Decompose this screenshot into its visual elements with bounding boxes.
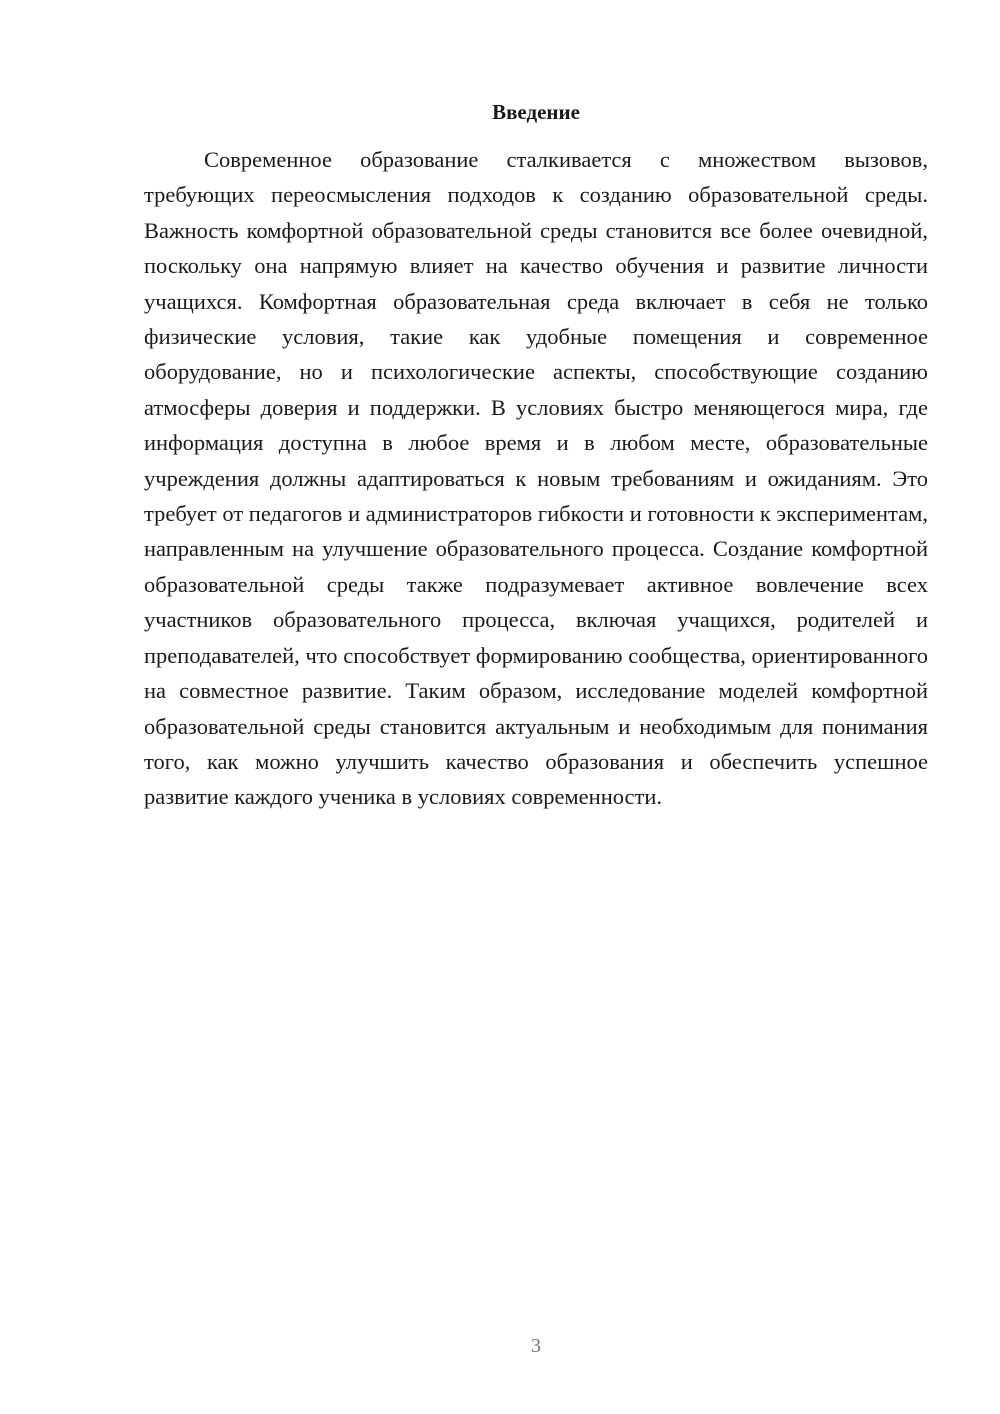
- section-heading: Введение: [492, 100, 580, 124]
- body-text: [144, 142, 928, 815]
- page-number: 3: [531, 1335, 541, 1357]
- paragraph: Современное образование сталкивается с множеством вызовов, требующих переосмысления подходов к созданию образовательной среды. Важность комфортной образовательной среды становится все более очевидной, поскольку она напрямую влияет на качество обучения и развитие личности учащихся. Комфортная образовательная среда включает в себя не только физические условия, такие как удобные помещения и современное оборудование, но и психологические аспекты, способствующие созданию атмосферы доверия и поддержки. В условиях быстро меняющегося мира, где информация доступна в любое время и в любом месте, образовательные учреждения должны адаптироваться к новым требованиям и ожиданиям. Это требует от педагогов и администраторов гибкости и готовности к экспериментам, направленным на улучшение образовательного процесса. Создание комфортной образовательной среды также подразумевает активное вовлечение всех участников образовательного процесса, включая учащихся, родителей и преподавателей, что способствует формированию сообщества, ориентированного на совместное развитие. Таким образом, исследование моделей комфортной образовательной среды становится актуальным и необходимым для понимания того, как можно улучшить качество образования и обеспечить успешное развитие каждого ученика в условиях современности.: [144, 147, 928, 810]
